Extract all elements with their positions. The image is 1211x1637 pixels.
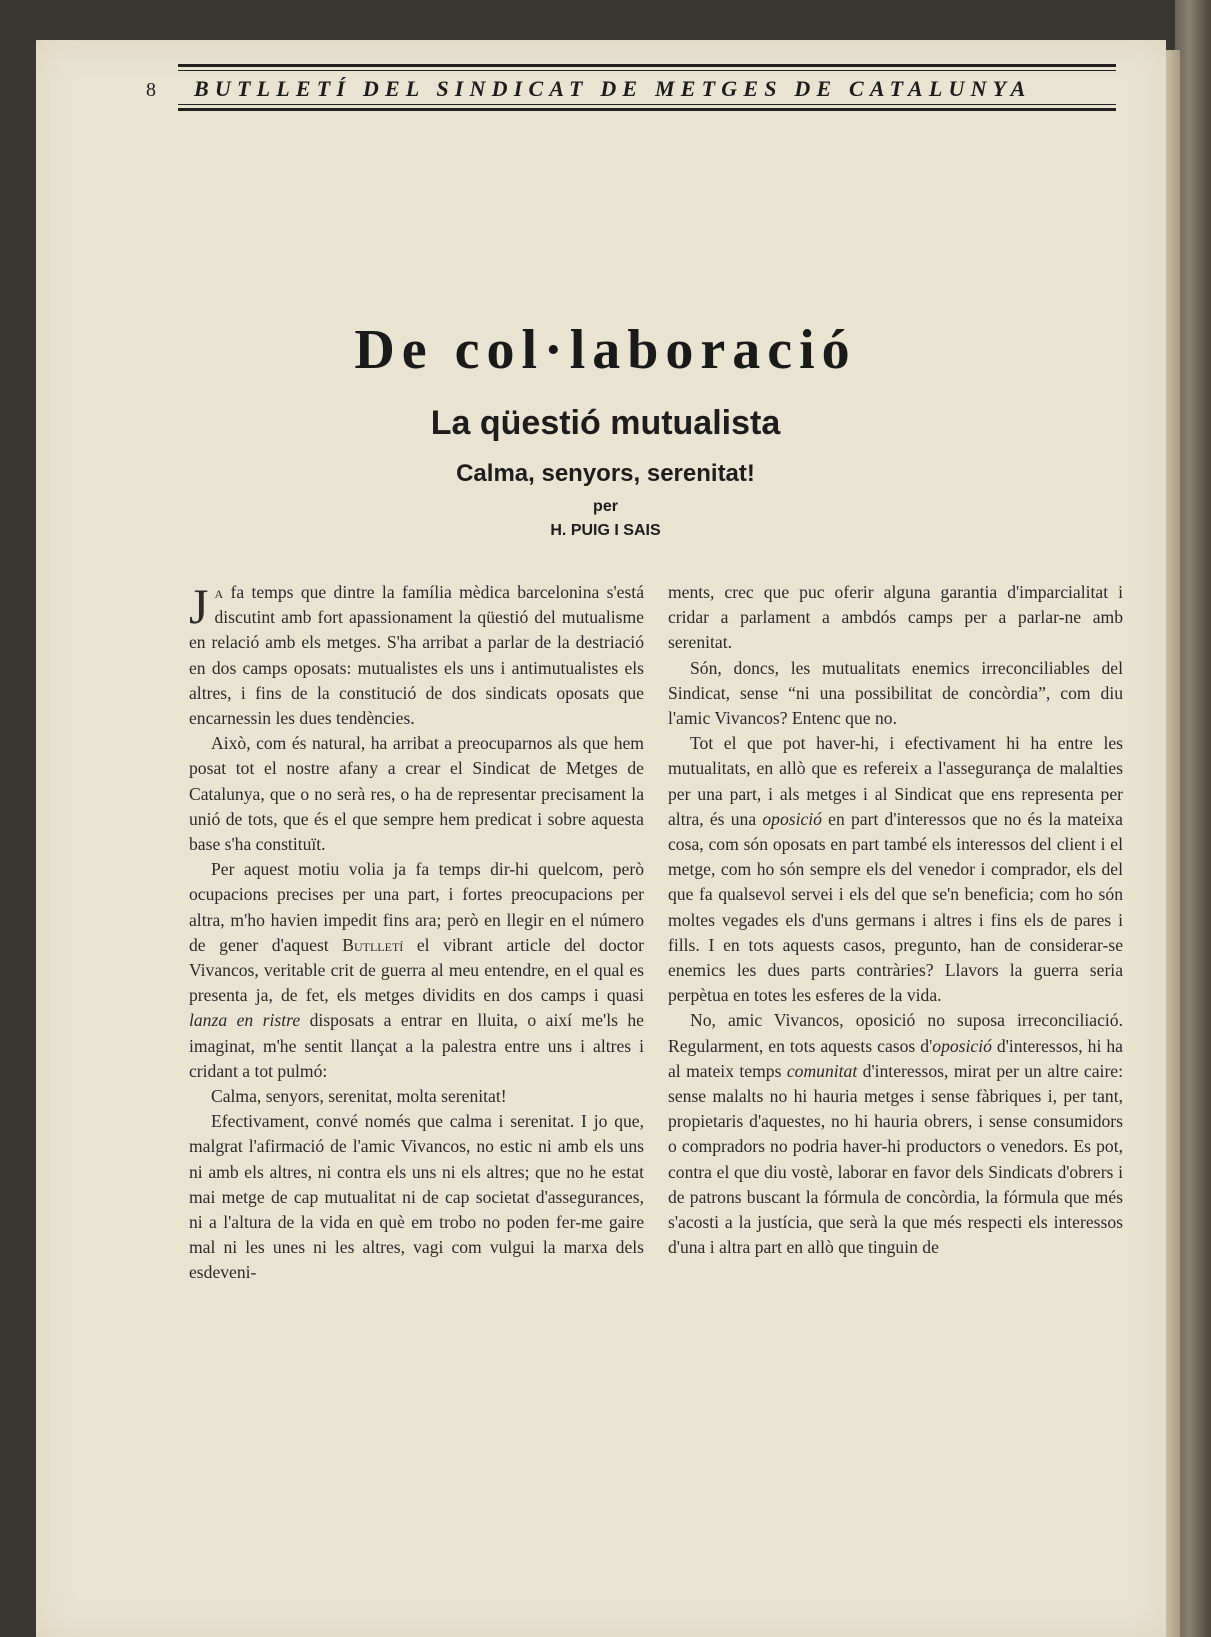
paragraph <box>189 857 644 1084</box>
byline-prefix: per <box>593 498 618 515</box>
right-column <box>668 580 1123 1260</box>
drop-cap: J <box>189 578 209 634</box>
paragraph: Això, com és natural, ha arribat a preocuparnos als que hem posat tot el nostre afany a crear el Sindicat de Metges de Catalunya, que o no serà res, o ha de representar precisament la unió de tots, que és el que sempre hem predicat i sobre aquesta base s'ha constituït. <box>189 733 644 855</box>
section-title: De col·laboració <box>354 319 857 381</box>
paragraph: ments, crec que puc oferir alguna garantia d'imparcialitat i cridar a parlament a ambdós camps per a parlar-ne amb serenitat. <box>668 582 1123 653</box>
paragraph-text: d'interessos, hi ha al mateix temps <box>668 1035 1123 1081</box>
paragraph <box>668 1008 1123 1260</box>
italic-phrase: lanza en ristre <box>189 1010 301 1031</box>
header-rule-bottom-thin <box>178 104 1116 105</box>
paragraph: Efectivament, convé només que calma i serenitat. I jo que, malgrat l'afirmació de l'amic Vivancos, no estic ni amb els uns ni amb els altres, ni contra els uns ni els altres; que no he estat mai metge de cap mutualitat ni de cap societat d'assegurances, ni a l'altura de la vida en què em trobo no poden fer-me gaire mal ni les unes ni les altres, vagi com vulgui la marxa dels esdeveni- <box>189 1111 644 1283</box>
paragraph-text: No, amic Vivancos, oposició no suposa irreconciliació. Regularment, en tots aquests casos d' <box>668 1010 1123 1056</box>
journal-name-smallcaps: Butlletí <box>342 934 404 955</box>
italic-phrase: oposició <box>762 808 822 829</box>
italic-phrase: comunitat <box>786 1060 858 1081</box>
journal-title: BUTLLETÍ DEL SINDICAT DE METGES DE CATALUNYA <box>194 76 1032 101</box>
paragraph-text: disposats a entrar en lluita, o així me'ls he imaginat, m'he sentit llançat a la palestra entre uns i altres i cridant a tot pulmó: <box>189 1010 644 1081</box>
book-spine <box>1175 0 1211 1637</box>
small-caps-text: a <box>214 582 224 602</box>
paragraph-text: Per aquest motiu volia ja fa temps dir-hi quelcom, però ocupacions precises per una part, i fortes preocupacions per altra, m'ho havien impedit fins ara; però en llegir en el número de gener d'aquest <box>189 859 644 955</box>
article-tagline: Calma, senyors, serenitat! <box>456 460 755 487</box>
paragraph-text: d'interessos, mirat per un altre caire: sense malalts no hi hauria metges i sense fàbriques i, per tant, propietaris d'aquestes, no hi hauria obrers, i sense consumidors o compradors no podria haver-hi productors o venedors. Es pot, contra el que diu vostè, laborar en favor dels Sindicats d'obrers i de patrons buscant la fórmula de concòrdia, la fórmula que més s'acosti a la justícia, que serà la que més respecti els interessos d'una i altra part en allò que tinguin de <box>668 1060 1123 1258</box>
author-name: H. PUIG I SAIS <box>550 522 661 539</box>
paragraph <box>668 731 1123 1008</box>
left-column <box>189 580 644 1286</box>
paragraph-text: Tot el que pot haver-hi, i efectivament hi ha entre les mutualitats, en allò que es refereix a l'assegurança de malalties per una part, i als metges i al Sindicat que ens representa per altra, és una <box>668 733 1123 829</box>
paragraph-text: el vibrant article del doctor Vivancos, veritable crit de guerra al meu entendre, en el qual es presenta ja, de fet, els metges dividits en dos camps i quasi <box>189 934 644 1006</box>
italic-phrase: oposició <box>932 1035 992 1056</box>
paragraph-text: fa temps que dintre la família mèdica barcelonina s'está discutint amb fort apassionament la qüestió del mutualisme en relació amb els metges. S'ha arribat a parlar de la destriació en dos camps oposats: mutualistes els uns i antimutualistes els altres, i fins de la constitució de dos sindicats oposats que encarnessin les dues tendències. <box>189 582 644 729</box>
paragraph: Són, doncs, les mutualitats enemics irreconciliables del Sindicat, sense “ni una possibilitat de concòrdia”, com diu l'amic Vivancos? Entenc que no. <box>668 657 1123 729</box>
header-rule-top-thin <box>178 70 1116 71</box>
paragraph: Calma, senyors, serenitat, molta serenitat! <box>211 1086 507 1107</box>
header-rule-top-thick <box>178 64 1116 67</box>
header-rule-bottom-thick <box>178 108 1116 111</box>
paragraph-text: en part d'interessos que no és la mateixa cosa, com són oposats en part també els interessos del client i el metge, com ho són sempre els del venedor i comprador, els del que fa qualsevol servei i els del que se'n beneficia; com ho són moltes vegades els d'uns germans i altres i fins els de pares i fills. I en tots aquests casos, pregunto, han de considerar-se enemics les dues parts contràries? Llavors la guerra seria perpètua en totes les esferes de la vida. <box>668 808 1123 1006</box>
paragraph <box>189 580 644 731</box>
page-number: 8 <box>146 79 156 101</box>
article-subtitle: La qüestió mutualista <box>430 404 781 442</box>
running-header <box>146 62 1116 122</box>
